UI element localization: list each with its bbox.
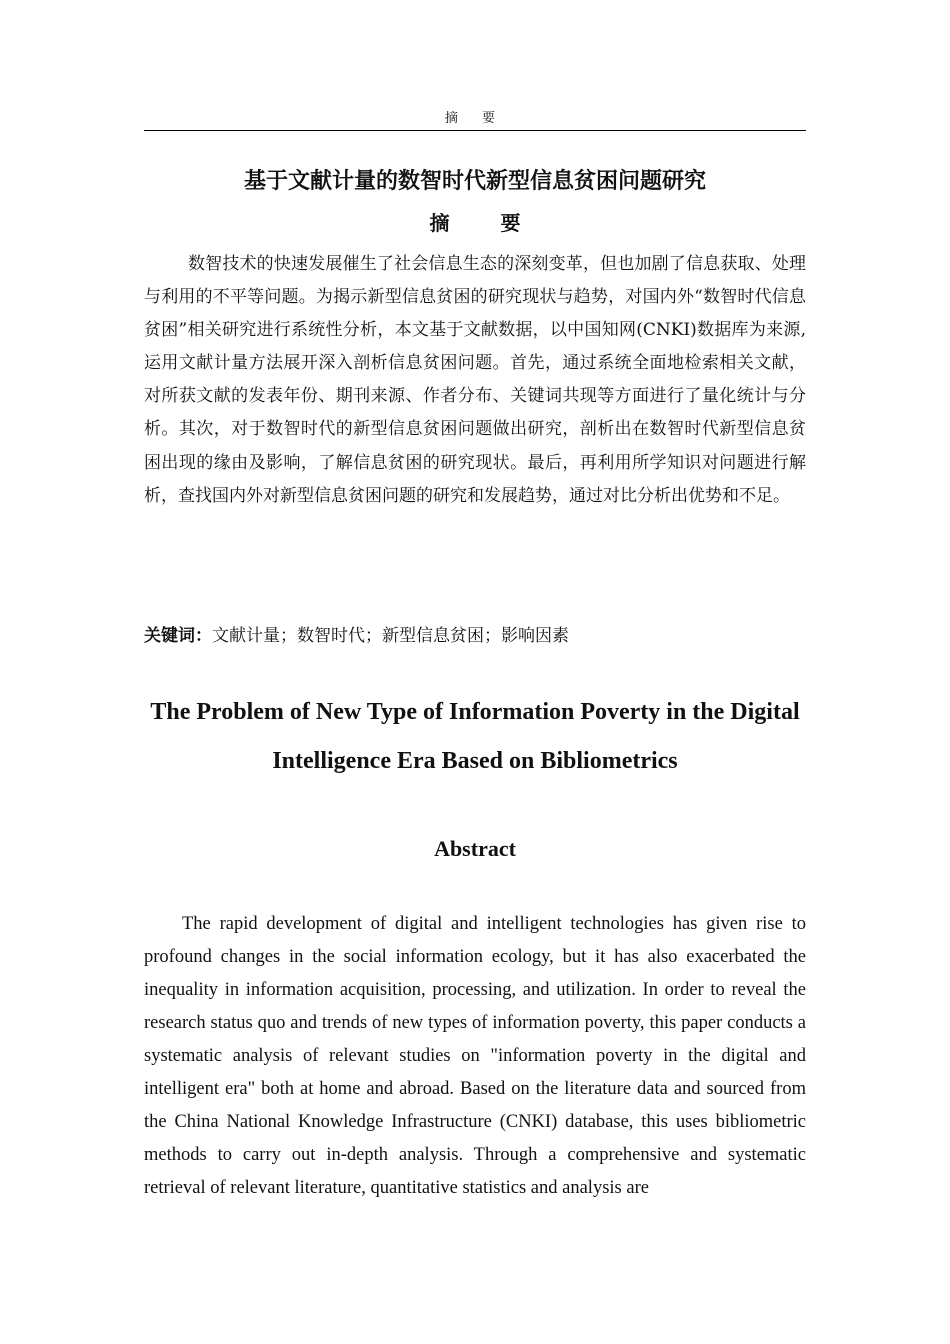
running-header: 摘 要 bbox=[144, 108, 806, 131]
chinese-title: 基于文献计量的数智时代新型信息贫困问题研究 bbox=[243, 169, 706, 194]
english-title: The Problem of New Type of Information Poverty in the Digital Intelligence Era Based on Bibliometrics bbox=[150, 699, 800, 774]
keywords-line bbox=[144, 622, 806, 650]
keywords-label: 关键词： bbox=[144, 626, 212, 646]
chinese-abstract-body: 数智技术的快速发展催生了社会信息生态的深刻变革，但也加剧了信息获取、处理与利用的不平等问题。为揭示新型信息贫困的研究现状与趋势，对国内外“数智时代信息贫困”相关研究进行系统性分析，本文基于文献数据，以中国知网(CNKI)数据库为来源,运用文献计量方法展开深入剖析信息贫困问题。首先，通过系统全面地检索相关文献，对所获文献的发表年份、期刊来源、作者分布、关键词共现等方面进行了量化统计与分析。其次，对于数智时代的新型信息贫困问题做出研究，剖析出在数智时代新型信息贫困出现的缘由及影响，了解信息贫困的研究现状。最后，再利用所学知识对问题进行解析，查找国内外对新型信息贫困问题的研究和发展趋势，通过对比分析出优势和不足。 bbox=[144, 254, 806, 506]
keywords-list: 文献计量；数智时代；新型信息贫困；影响因素 bbox=[212, 626, 569, 646]
english-abstract-heading: Abstract bbox=[434, 836, 516, 861]
english-abstract-body: The rapid development of digital and intelligent technologies has given rise to profound changes in the social information ecology, but it has also exacerbated the inequality in information acquisition, processing, and utilization. In order to reveal the research status quo and trends of new types of information poverty, this paper conducts a systematic analysis of relevant studies on "information poverty in the digital and intelligent era" both at home and abroad. Based on the literature data and sourced from the China National Knowledge Infrastructure (CNKI) database, this uses bibliometric methods to carry out in-depth analysis. Through a comprehensive and systematic retrieval of relevant literature, quantitative statistics and analysis are bbox=[144, 914, 806, 1198]
chinese-abstract-heading: 摘 要 bbox=[429, 211, 543, 235]
